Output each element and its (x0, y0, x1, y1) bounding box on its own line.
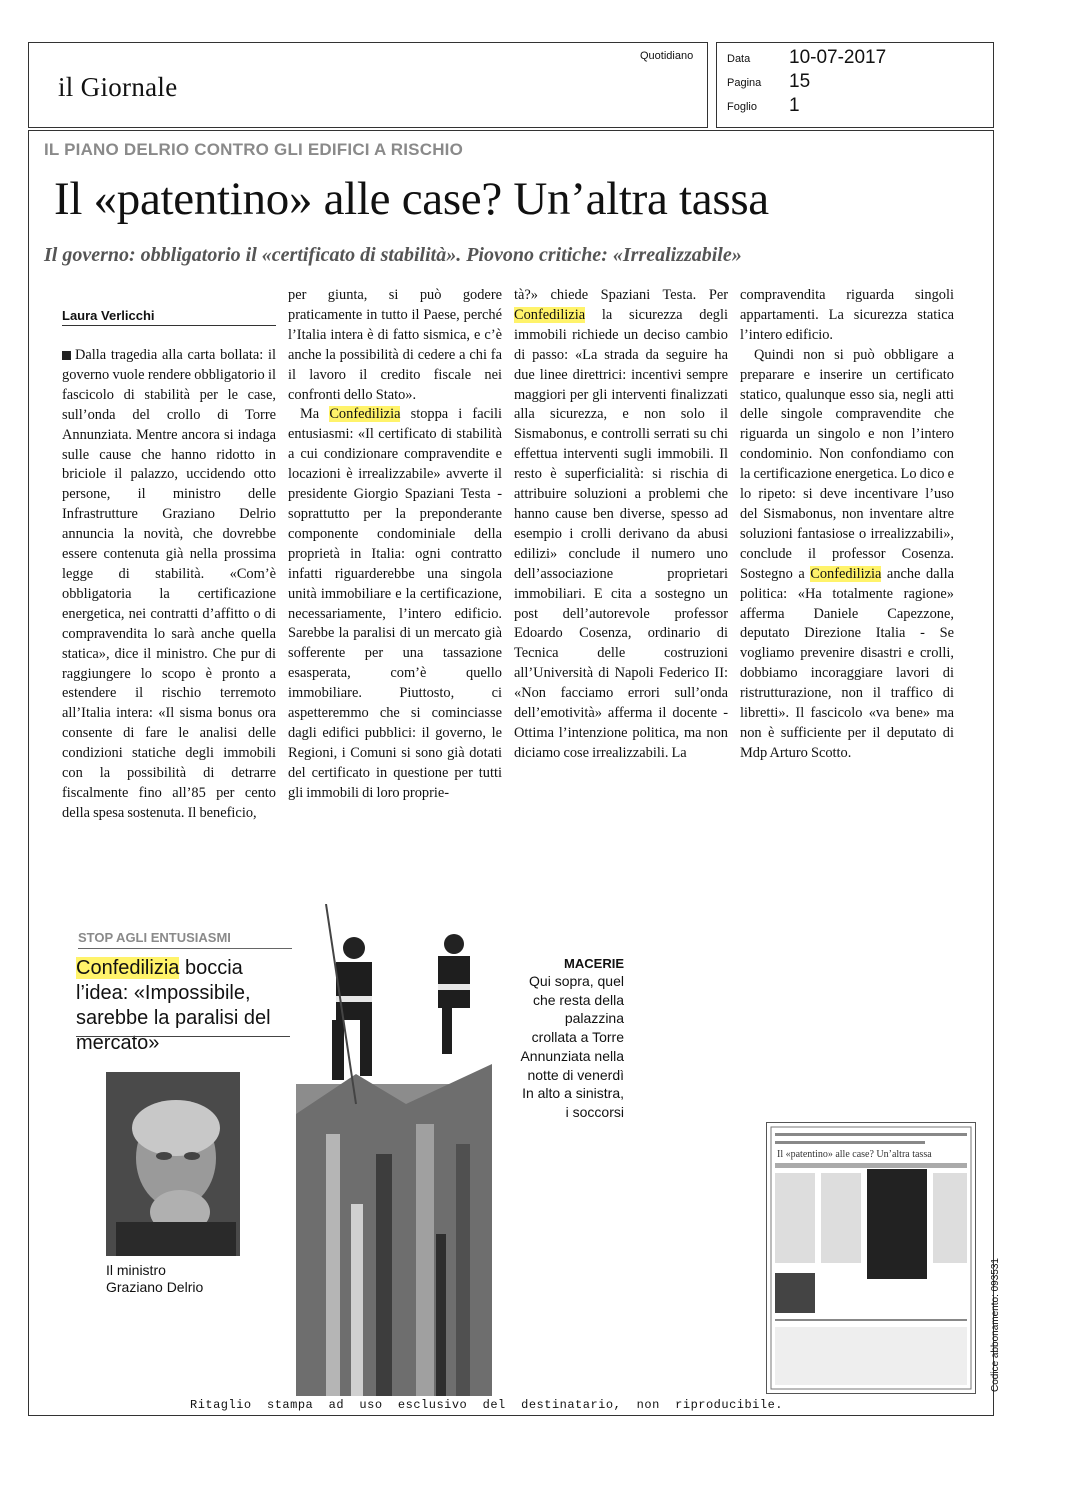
column-2-text-a: per giunta, si può godere praticamente in tutto il Paese, perché l’Italia intera è di fatto sismica, e c’è anche la possibilità di cedere a chi fa il lavoro il credito fiscale nei confronti dello Stato». (288, 287, 502, 403)
highlight-confedilizia: Confedilizia (514, 306, 586, 323)
portrait-caption-line-1: Il ministro (106, 1262, 166, 1278)
meta-value-foglio: 1 (789, 95, 800, 116)
article-column-1 (62, 346, 276, 824)
meta-label-foglio: Foglio (727, 101, 757, 113)
footer-notice: Ritaglio stampa ad uso esclusivo del destinatario, non riproducibile. (190, 1398, 783, 1412)
meta-label-pagina: Pagina (727, 77, 762, 89)
byline: Laura Verlicchi (62, 308, 276, 326)
article-subhead: Il governo: obbligatorio il «certificato di stabilità». Piovono critiche: «Irrealizzabile» (44, 244, 742, 266)
photo-caption-title: MACERIE (564, 956, 624, 971)
article-headline: Il «patentino» alle case? Un’altra tassa (54, 173, 769, 225)
column-4-text-b: Quindi non si può obbligare a preparare e inserire un certificato statico, qualunque esso sia, negli atti delle singole compravendite che riguarda un singolo e non l’intero condominio. Non confondiamo con la certificazione energetica. Lo dico e lo ripeto: si deve incentivare l’uso del Sismabonus, non inventare altre soluzioni fantasiose o irrealizzabili», conclude il professor Cosenza. Sostegno a (740, 346, 954, 582)
column-4-text-c: anche dalla politica: «Ha totalmente ragione» afferma Daniele Capezzone, deputato Direzione Italia - Se vogliamo prevenire disastri e crolli, dobbiamo incoraggiare lavori di ristrutturazione, non il traffico di libretti». Il fascicolo «va bene» ma non è sufficiente per il deputato di Mdp Arturo Scotto. (740, 565, 954, 761)
thumbnail-headline: Il «patentino» alle case? Un’altra tassa (777, 1149, 932, 1160)
pull-quote-text: boccia l’idea: «Impossibile, sarebbe la paralisi del mercato» (76, 957, 271, 1054)
column-3-text-pre: tà?» chiede Spaziani Testa. Per (514, 287, 728, 303)
article-column-2 (288, 286, 502, 804)
publication-type: Quotidiano (640, 50, 694, 62)
sidebar-rule (78, 948, 292, 949)
article-kicker: IL PIANO DELRIO CONTRO GLI EDIFICI A RISCHIO (44, 140, 464, 159)
article-column-4 (740, 286, 954, 764)
column-4-text-a: compravendita riguarda singoli appartamenti. La sicurezza statica l’intero edificio. (740, 287, 954, 343)
meta-value-data: 10-07-2017 (789, 47, 887, 68)
meta-label-data: Data (727, 53, 751, 65)
newspaper-logo: il Giornale (58, 72, 178, 102)
paragraph-marker-icon (62, 351, 71, 360)
pull-quote (76, 956, 296, 1056)
column-1-text: Dalla tragedia alla carta bollata: il governo vuole rendere obbligatorio il fascicolo di stabilità per le case, sull’onda del crollo di Torre Annunziata. Mentre ancora si indaga sulle cause che hanno ridotto in briciole il palazzo, uccidendo otto persone, il ministro delle Infrastrutture Graziano Delrio annuncia la novità, che dovrebbe essere contenuta già nella prossima legge di stabilità. «Com’è obbligatoria la certificazione energetica, nei contratti d’affitto o di compravendita lo sarà anche quella statica», dice il ministro. Che pur di raggiungere lo scopo è pronto a estendere il rischio terremoto all’Italia intera: «Il sisma bonus ora consente di fare le analisi delle condizioni statiche degli immobili con la possibilità di detrarre fiscalmente fino all’85 per cento della spesa sostenuta. Il beneficio, (62, 347, 276, 821)
portrait-photo (106, 1072, 240, 1256)
highlight-confedilizia: Confedilizia (810, 565, 882, 582)
rubble-photo (296, 904, 492, 1396)
photo-caption: Qui sopra, quel che resta della palazzina crollata a Torre Annunziata nella notte di venerdì In alto a sinistra, i soccorsi (520, 973, 624, 1120)
portrait-caption (106, 1262, 203, 1296)
portrait-caption-line-2: Graziano Delrio (106, 1279, 204, 1295)
meta-box (716, 42, 994, 128)
column-2-text-b-pre: Ma (300, 406, 330, 423)
pull-quote-rule (76, 1036, 290, 1037)
article-column-3 (514, 286, 728, 764)
subscription-code: Codice abbonamento: 093531 (990, 1258, 1001, 1392)
column-2-text-b: stoppa i facili entusiasmi: «Il certificato di stabilità a cui condizionare compravendite e locazioni è irrealizzabile» avverte il presidente Giorgio Spaziani Testa - soprattutto per la preponderante componente condominiale della proprietà in Italia: ogni contratto infatti riguarderebbe una singola unità immobiliare e la certificazione, necessariamente, l’intero edificio. Sarebbe la paralisi di un mercato già sofferente per una tassazione esasperata, com’è quello immobiliare. Piuttosto, ci aspetteremmo che si cominciasse dagli edifici pubblici: il governo, le Regioni, i Comuni si sono già dotati del certificato in questione per tutti gli immobili di loro proprie- (288, 406, 502, 801)
page-thumbnail (766, 1122, 976, 1394)
meta-value-pagina: 15 (789, 71, 811, 92)
pull-quote-highlight: Confedilizia (76, 957, 180, 979)
column-3-text: la sicurezza degli immobili richiede un deciso cambio di passo: «La strada da seguire ha due linee direttrici: incentivi sempre maggiori per gli interventi finalizzati alla sicurezza, e non solo il Sismabonus, e controlli serrati su chi effettua interventi sugli immobili. Il resto è superficialità: si rischia di attribuire soluzioni a problemi che hanno cause ben diverse, spesso ad esempio i crolli derivano da abusi edilizi» conclude il numero uno dell’associazione proprietari immobiliari. E cita a sostegno un post dell’autorevole professor Edoardo Cosenza, ordinario di Tecnica delle costruzioni all’Università di Napoli Federico II: «Non facciamo errori sull’onda dell’emotività» afferma il docente - Ottima l’intenzione politica, ma non diciamo cose irrealizzabili. La (514, 306, 728, 761)
sidebar-kicker: STOP AGLI ENTUSIASMI (78, 930, 231, 945)
highlight-confedilizia: Confedilizia (329, 406, 401, 423)
